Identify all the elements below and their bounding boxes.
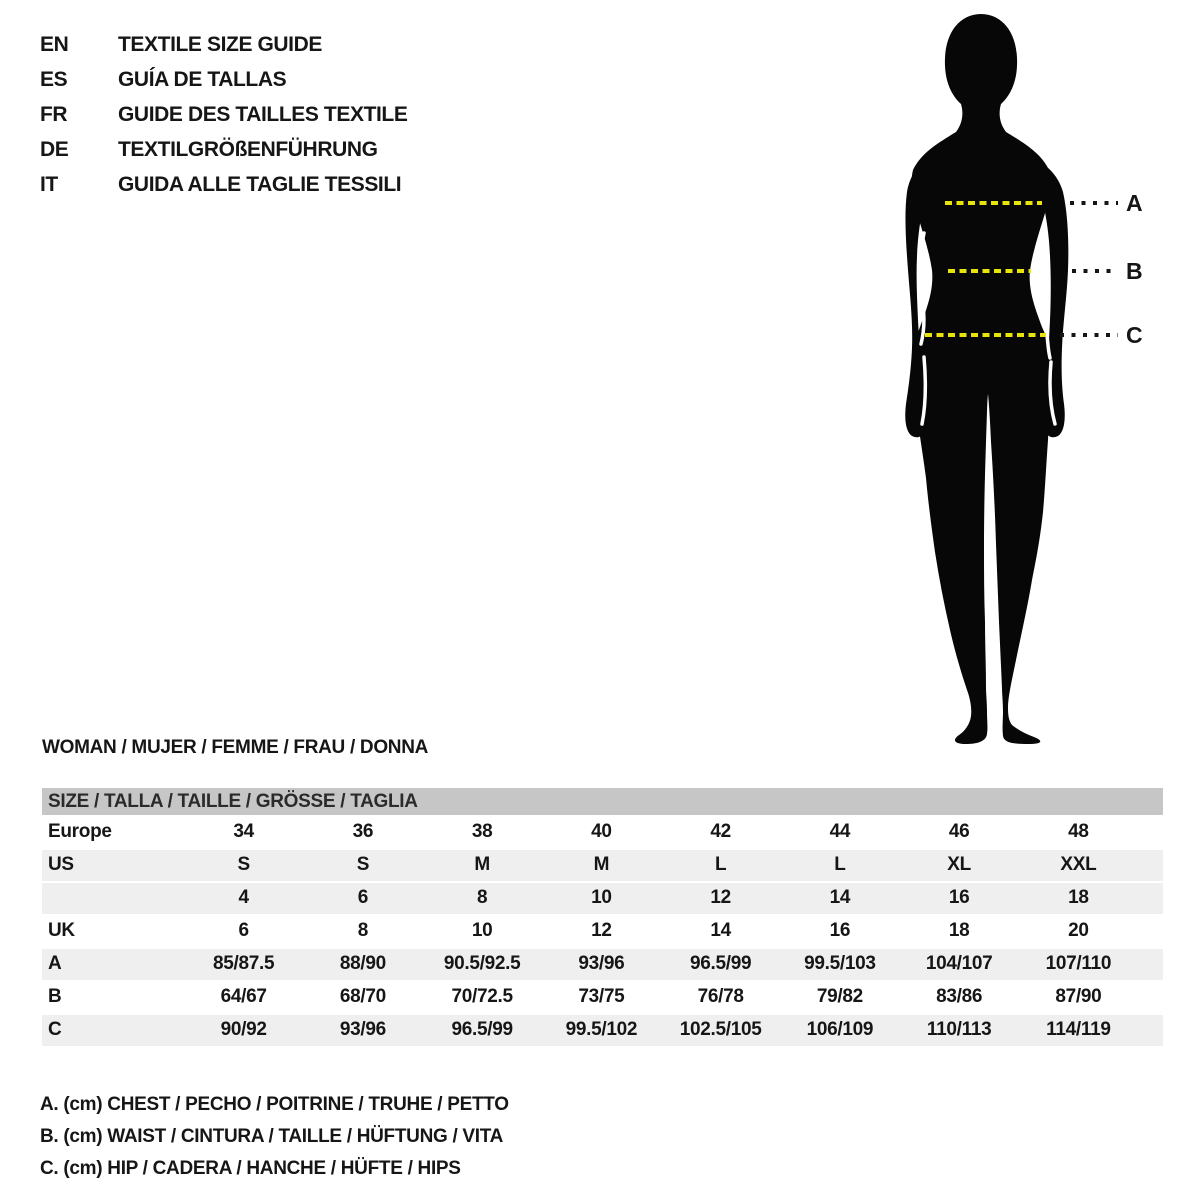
table-cell: 83/86 [936, 985, 983, 1007]
table-cell: 44 [829, 820, 851, 842]
table-row-us-numeric [42, 881, 1163, 914]
table-cell: 76/78 [697, 985, 744, 1007]
table-cell: S [237, 853, 250, 875]
lang-title: TEXTILE SIZE GUIDE [118, 32, 322, 56]
measurement-legend [40, 1089, 509, 1185]
table-cell: 68/70 [339, 985, 386, 1007]
table-cell: 6 [357, 886, 369, 908]
table-cell: 90.5/92.5 [443, 952, 521, 974]
table-cell: 10 [471, 919, 493, 941]
table-cell: S [356, 853, 370, 875]
table-cell: 87/90 [1055, 985, 1102, 1007]
table-cell: 14 [829, 886, 851, 908]
marker-letter-c: C [1126, 322, 1143, 348]
table-cell: 20 [1068, 919, 1089, 941]
lang-title: GUÍA DE TALLAS [118, 67, 287, 91]
table-cell: 8 [357, 919, 369, 941]
lang-code: DE [40, 137, 69, 161]
woman-silhouette-figure [860, 0, 1200, 750]
table-cell: 96.5/99 [451, 1018, 513, 1040]
table-cell: 93/96 [339, 1018, 386, 1040]
table-cell: 40 [591, 820, 612, 842]
lang-title: TEXTILGRÖßENFÜHRUNG [118, 137, 378, 161]
table-cell: 34 [233, 820, 254, 842]
table-cell: XL [947, 853, 971, 875]
lang-row-es [40, 62, 407, 97]
table-row-chest-a [42, 947, 1163, 980]
row-label: C [48, 1018, 62, 1040]
table-cell: L [714, 853, 727, 875]
table-cell: L [834, 853, 846, 875]
table-cell: 90/92 [220, 1018, 267, 1040]
table-cell: 70/72.5 [451, 985, 513, 1007]
table-cell: 96.5/99 [689, 952, 752, 974]
lang-title: GUIDA ALLE TAGLIE TESSILI [118, 172, 402, 196]
table-cell: 18 [948, 919, 970, 941]
table-cell: 64/67 [220, 985, 267, 1007]
table-cell: 46 [948, 820, 970, 842]
legend-line-chest: A. (cm) CHEST / PECHO / POITRINE / TRUHE / PETTO [40, 1094, 509, 1115]
marker-letter-b: B [1126, 258, 1143, 284]
table-cell: 18 [1068, 886, 1089, 908]
table-cell: XXL [1060, 853, 1097, 875]
lang-code: FR [40, 102, 68, 126]
lang-code: IT [40, 172, 58, 196]
table-cell: 48 [1068, 820, 1089, 842]
table-cell: 16 [829, 919, 851, 941]
table-cell: 114/119 [1046, 1018, 1111, 1040]
table-cell: 99.5/103 [804, 952, 876, 974]
table-cell: 93/96 [578, 952, 625, 974]
language-title-list [40, 27, 407, 202]
table-cell: 104/107 [925, 952, 993, 974]
table-cell: 73/75 [578, 985, 625, 1007]
row-label: B [48, 985, 62, 1007]
table-cell: 38 [471, 820, 493, 842]
table-cell: 8 [476, 886, 488, 908]
section-title-woman: WOMAN / MUJER / FEMME / FRAU / DONNA [42, 737, 429, 758]
table-cell: 6 [238, 919, 249, 941]
table-cell: 85/87.5 [212, 952, 275, 974]
table-row-uk [42, 914, 1163, 947]
table-cell: 99.5/102 [565, 1018, 638, 1040]
table-row-europe [42, 815, 1163, 848]
table-cell: 42 [710, 820, 731, 842]
table-cell: 10 [591, 886, 612, 908]
table-cell: 88/90 [339, 952, 386, 974]
lang-row-de [40, 132, 407, 167]
legend-line-waist: B. (cm) WAIST / CINTURA / TAILLE / HÜFTUNG / VITA [40, 1126, 504, 1147]
table-cell: 36 [352, 820, 374, 842]
row-label: Europe [48, 820, 112, 842]
row-label: UK [48, 919, 75, 941]
body-silhouette [912, 14, 1051, 744]
table-cell: 16 [948, 886, 970, 908]
table-cell: 12 [710, 886, 731, 908]
table-cell: M [474, 853, 490, 875]
row-label: A [48, 952, 62, 974]
table-cell: 14 [710, 919, 731, 941]
table-row-hip-c [42, 1013, 1163, 1046]
table-cell: 4 [238, 886, 249, 908]
table-cell: 110/113 [926, 1018, 992, 1040]
table-cell: 102.5/105 [679, 1018, 762, 1040]
table-cell: 12 [591, 919, 612, 941]
lang-code: EN [40, 32, 69, 56]
marker-letter-a: A [1126, 190, 1143, 216]
table-cell: 106/109 [806, 1018, 874, 1040]
size-table [42, 788, 1163, 1046]
lang-code: ES [40, 67, 68, 91]
table-row-waist-b [42, 980, 1163, 1013]
table-row-us [42, 848, 1163, 881]
lang-row-fr [40, 97, 407, 132]
table-cell: 79/82 [816, 985, 863, 1007]
size-table-header: SIZE / TALLA / TAILLE / GRÖSSE / TAGLIA [42, 788, 1163, 815]
table-cell: M [593, 853, 610, 875]
lang-row-en [40, 27, 407, 62]
row-label: US [48, 853, 74, 875]
lang-title: GUIDE DES TAILLES TEXTILE [118, 102, 408, 126]
table-cell: 107/110 [1045, 952, 1112, 974]
lang-row-it [40, 167, 407, 202]
legend-line-hip: C. (cm) HIP / CADERA / HANCHE / HÜFTE / HIPS [40, 1158, 461, 1179]
